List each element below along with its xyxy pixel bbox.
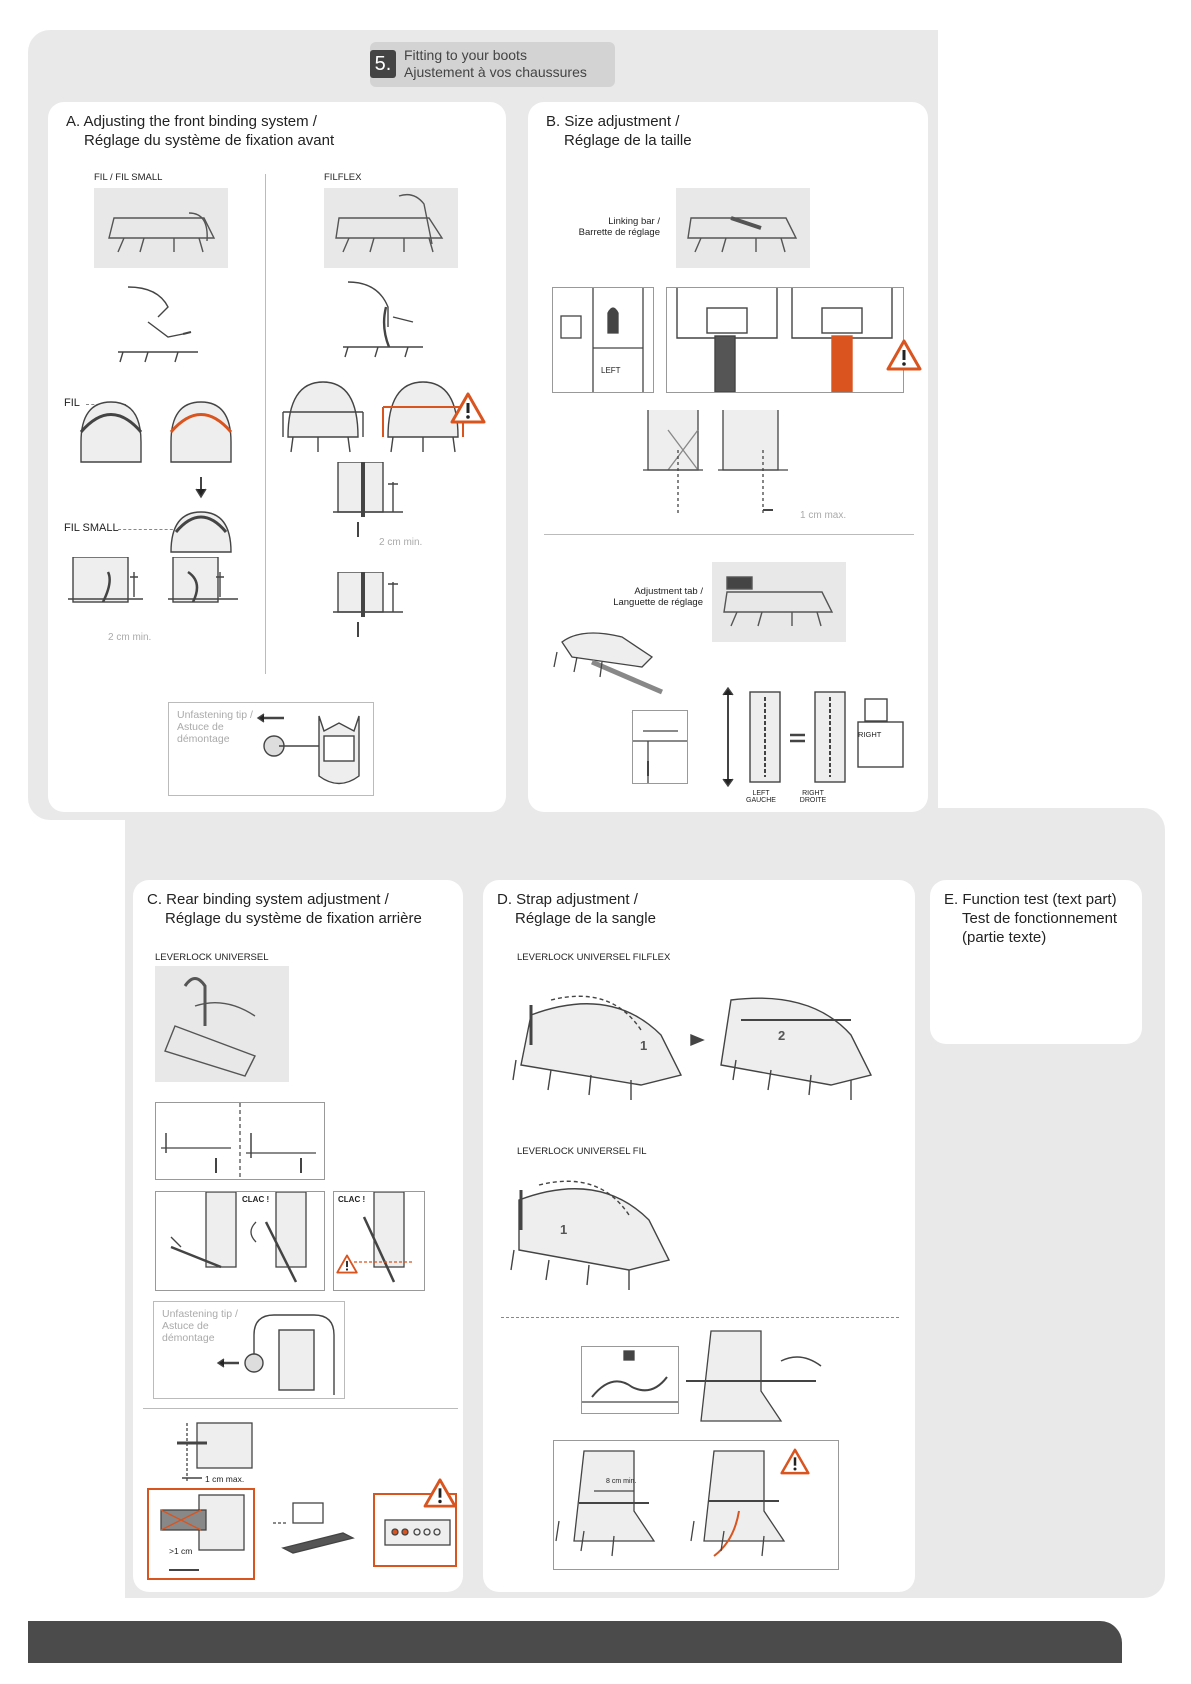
warning-icon-d xyxy=(780,1448,810,1475)
label-right-droite xyxy=(798,790,828,804)
label-filflex: FILFLEX xyxy=(324,172,362,183)
panel-a-title-en: A. Adjusting the front binding system / xyxy=(66,113,317,130)
left-right-equal-length-illustration xyxy=(720,687,910,787)
label-leverlock-universel-c: LEVERLOCK UNIVERSEL xyxy=(155,952,269,963)
label-right: RIGHT xyxy=(802,790,824,797)
filflex-side-view-illustration xyxy=(333,462,413,537)
warning-icon-c-small xyxy=(336,1254,358,1274)
filflex-front-view-illustration xyxy=(278,367,478,462)
measure-left-2cm: 2 cm min. xyxy=(108,632,152,643)
crampon-linking-bar-illustration xyxy=(676,188,810,268)
panel-d-title-fr: Réglage de la sangle xyxy=(515,910,656,927)
panel-c-divider xyxy=(143,1408,458,1409)
label-adjustment-tab-en: Adjustment tab / xyxy=(634,586,703,597)
panel-e-title-fr-2: (partie texte) xyxy=(962,929,1047,946)
panel-a-divider xyxy=(265,174,266,674)
unfastening-tip-box-a xyxy=(168,702,374,796)
strap-fil-step-illustration xyxy=(509,1170,689,1290)
left-tag: LEFT xyxy=(601,366,621,375)
heel-height-adjust-frame xyxy=(155,1102,325,1180)
warning-icon xyxy=(450,392,486,424)
label-left-gauche xyxy=(746,790,776,804)
unfastening-tip-label-a: Unfastening tip / Astuce de démontage xyxy=(177,709,253,745)
crampon-filflex-illustration xyxy=(324,188,458,268)
label-linking-bar xyxy=(568,216,660,238)
step-2-label: 2 xyxy=(778,1028,786,1043)
measure-gt-1cm: >1 cm xyxy=(169,1546,193,1556)
warning-icon-c xyxy=(423,1478,457,1508)
measure-right-2cm: 2 cm min. xyxy=(379,537,423,548)
unfastening-illustration-a xyxy=(249,706,369,791)
panel-e-title-en: E. Function test (text part) xyxy=(944,891,1117,908)
fil-front-view-illustration xyxy=(76,387,236,567)
panel-a-front-binding xyxy=(48,102,506,812)
panel-c-rear-binding xyxy=(133,880,463,1592)
measure-1cm-max-b: 1 cm max. xyxy=(800,510,847,521)
left-foot-indicator-frame xyxy=(552,287,654,393)
measure-1cm-max-c: 1 cm max. xyxy=(205,1474,245,1484)
tab-lock-detail-frame xyxy=(632,710,688,784)
label-adjustment-tab xyxy=(588,586,703,608)
strap-filflex-step-illustration xyxy=(511,980,901,1110)
unfastening-tip-label-c: Unfastening tip / Astuce de démontage xyxy=(162,1308,238,1344)
leverlock-illustration xyxy=(155,966,289,1082)
label-leverlock-filflex: LEVERLOCK UNIVERSEL FILFLEX xyxy=(517,952,671,963)
filflex-side-adjust-illustration xyxy=(333,572,413,637)
panel-c-title xyxy=(147,890,422,928)
linking-bar-position-frame xyxy=(666,287,904,393)
label-fil-small: FIL SMALL xyxy=(64,522,119,534)
fil-side-adjust-illustration xyxy=(68,557,238,632)
step-1b-label: 1 xyxy=(560,1222,568,1237)
boot-overhang-illustration xyxy=(638,410,798,520)
filflex-fitting-illustration xyxy=(338,277,468,372)
panel-b-title xyxy=(546,112,692,150)
label-fil-fil-small: FIL / FIL SMALL xyxy=(94,172,163,183)
step-number: 5. xyxy=(370,50,396,78)
step-title-fr: Ajustement à vos chaussures xyxy=(404,64,587,80)
panel-b-title-fr: Réglage de la taille xyxy=(564,132,692,149)
adjustment-tab-detail-illustration xyxy=(552,622,682,722)
clac-lever-frame xyxy=(155,1191,325,1291)
crampon-adjustment-tab-illustration xyxy=(712,562,846,642)
panel-d-title xyxy=(497,890,656,928)
label-linking-bar-fr: Barrette de réglage xyxy=(578,227,660,238)
step-title-en: Fitting to your boots xyxy=(404,47,527,63)
crampon-fil-illustration xyxy=(94,188,228,268)
buckle-lock-detail-frame xyxy=(581,1346,679,1414)
panel-d-title-en: D. Strap adjustment / xyxy=(497,891,638,908)
panel-c-title-fr: Réglage du système de fixation arrière xyxy=(165,910,422,927)
panel-b-size-adjustment xyxy=(528,102,928,812)
label-left: LEFT xyxy=(752,790,770,797)
panel-a-title xyxy=(66,112,334,150)
footer-bar xyxy=(28,1621,1122,1663)
clac-label-1: CLAC ! xyxy=(242,1195,270,1204)
cut-bar-illustration xyxy=(263,1498,363,1568)
warning-icon-b xyxy=(886,339,922,371)
label-droite: DROITE xyxy=(799,797,827,804)
panel-b-divider xyxy=(544,534,914,535)
panel-d-strap-adjustment xyxy=(483,880,915,1592)
label-linking-bar-en: Linking bar / xyxy=(608,216,660,227)
label-fil: FIL xyxy=(64,397,80,409)
panel-b-title-en: B. Size adjustment / xyxy=(546,113,680,130)
step-1-label: 1 xyxy=(640,1038,648,1053)
clac-label-2: CLAC ! xyxy=(338,1195,366,1204)
buckle-closing-illustration xyxy=(681,1326,831,1431)
clac-warning-frame xyxy=(333,1191,425,1291)
panel-c-title-en: C. Rear binding system adjustment / xyxy=(147,891,389,908)
unfastening-tip-box-c xyxy=(153,1301,345,1399)
label-leverlock-fil: LEVERLOCK UNIVERSEL FIL xyxy=(517,1146,647,1157)
panel-a-title-fr: Réglage du système de fixation avant xyxy=(84,132,335,149)
panel-e-function-test xyxy=(930,880,1142,1044)
label-gauche: GAUCHE xyxy=(746,797,776,804)
unfastening-illustration-c xyxy=(214,1305,339,1395)
step-header xyxy=(370,42,615,87)
label-adjustment-tab-fr: Languette de réglage xyxy=(613,597,703,608)
panel-e-title xyxy=(944,890,1117,947)
measure-8cm-min: 8 cm min. xyxy=(606,1478,637,1485)
rear-bar-too-long-frame xyxy=(147,1488,255,1580)
right-tag: RIGHT xyxy=(858,730,882,739)
fil-fitting-illustration xyxy=(108,282,238,372)
panel-d-divider xyxy=(501,1317,899,1318)
panel-e-title-fr-1: Test de fonctionnement xyxy=(962,910,1118,927)
